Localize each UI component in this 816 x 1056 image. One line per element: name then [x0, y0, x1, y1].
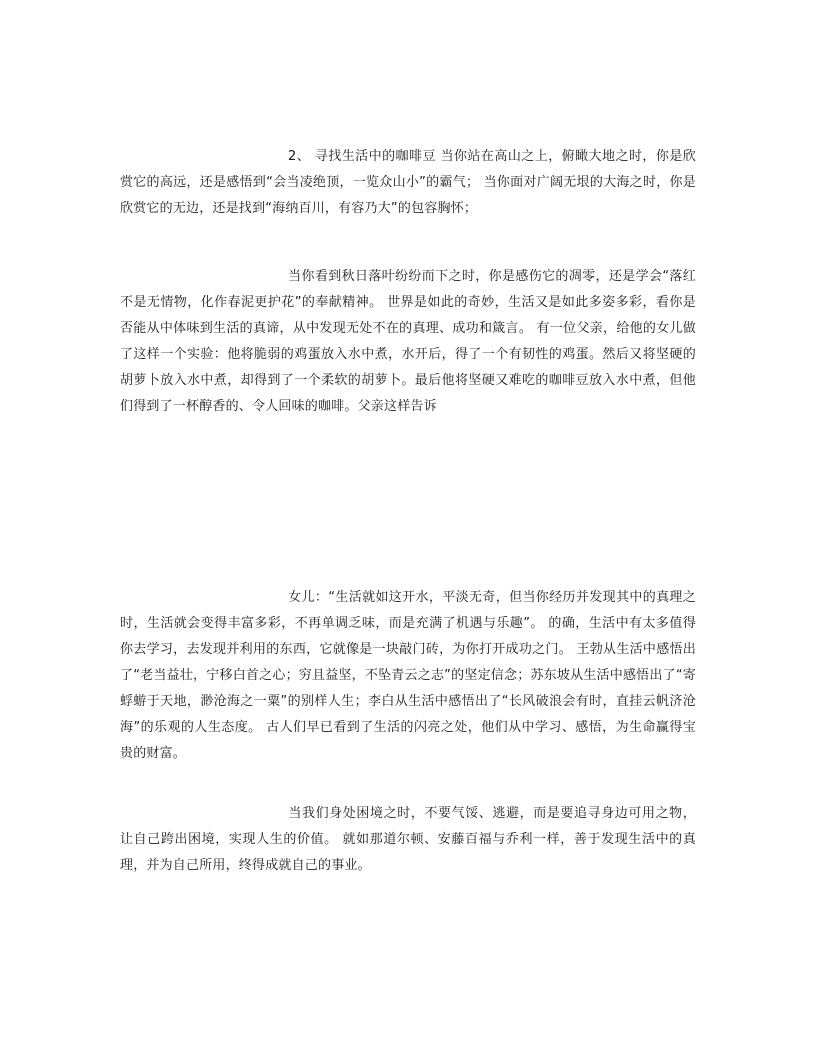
paragraph-3	[120, 585, 696, 767]
paragraph-2-text: 当你看到秋日落叶纷纷而下之时，你是感伤它的凋零，还是学会“落红不是无情物，化作春泥更护花”的奉献精神。 世界是如此的奇妙，生活又是如此多姿多彩，看你是否能从中体味到生活的真谛，从中发现无处不在的真理、成功和箴言。 有一位父亲，给他的女儿做了这样一个实验：他将脆弱的鸡蛋放入水中煮，水开后，得了一个有韧性的鸡蛋。然后又将坚硬的胡萝卜放入水中煮，却得到了一个柔软的胡萝卜。最后他将坚硬又难吃的咖啡豆放入水中煮，但他们得到了一杯醇香的、令人回味的咖啡。父亲这样告诉	[120, 269, 696, 414]
paragraph-4	[120, 801, 696, 879]
paragraph-4-text: 当我们身处困境之时，不要气馁、逃避，而是要追寻身边可用之物，让自己跨出困境，实现人生的价值。 就如那道尔顿、安藤百福与乔利一样，善于发现生活中的真理，并为自己所用，终得成就自己的事业。	[120, 806, 696, 873]
paragraph-2	[120, 264, 696, 420]
paragraph-1-text: 2、 寻找生活中的咖啡豆 当你站在高山之上，俯瞰大地之时，你是欣赏它的高远，还是感悟到“会当凌绝顶，一览众山小”的霸气； 当你面对广阔无垠的大海之时，你是欣赏它的无边，还是找到“海纳百川，有容乃大”的包容胸怀；	[120, 149, 696, 216]
paragraph-3-text: 女儿：“生活就如这开水，平淡无奇，但当你经历并发现其中的真理之时，生活就会变得丰富多彩，不再单调乏味，而是充满了机遇与乐趣”。 的确，生活中有太多值得你去学习，去发现并利用的东西，它就像是一块敲门砖，为你打开成功之门。 王勃从生活中感悟出了“老当益壮，宁移白首之心；穷且益坚，不坠青云之志”的坚定信念；苏东坡从生活中感悟出了“寄蜉蝣于天地，渺沧海之一粟”的别样人生；李白从生活中感悟出了“长风破浪会有时，直挂云帆济沧海”的乐观的人生态度。 古人们早已看到了生活的闪亮之处，他们从中学习、感悟，为生命赢得宝贵的财富。	[120, 590, 696, 761]
paragraph-1	[120, 144, 696, 222]
